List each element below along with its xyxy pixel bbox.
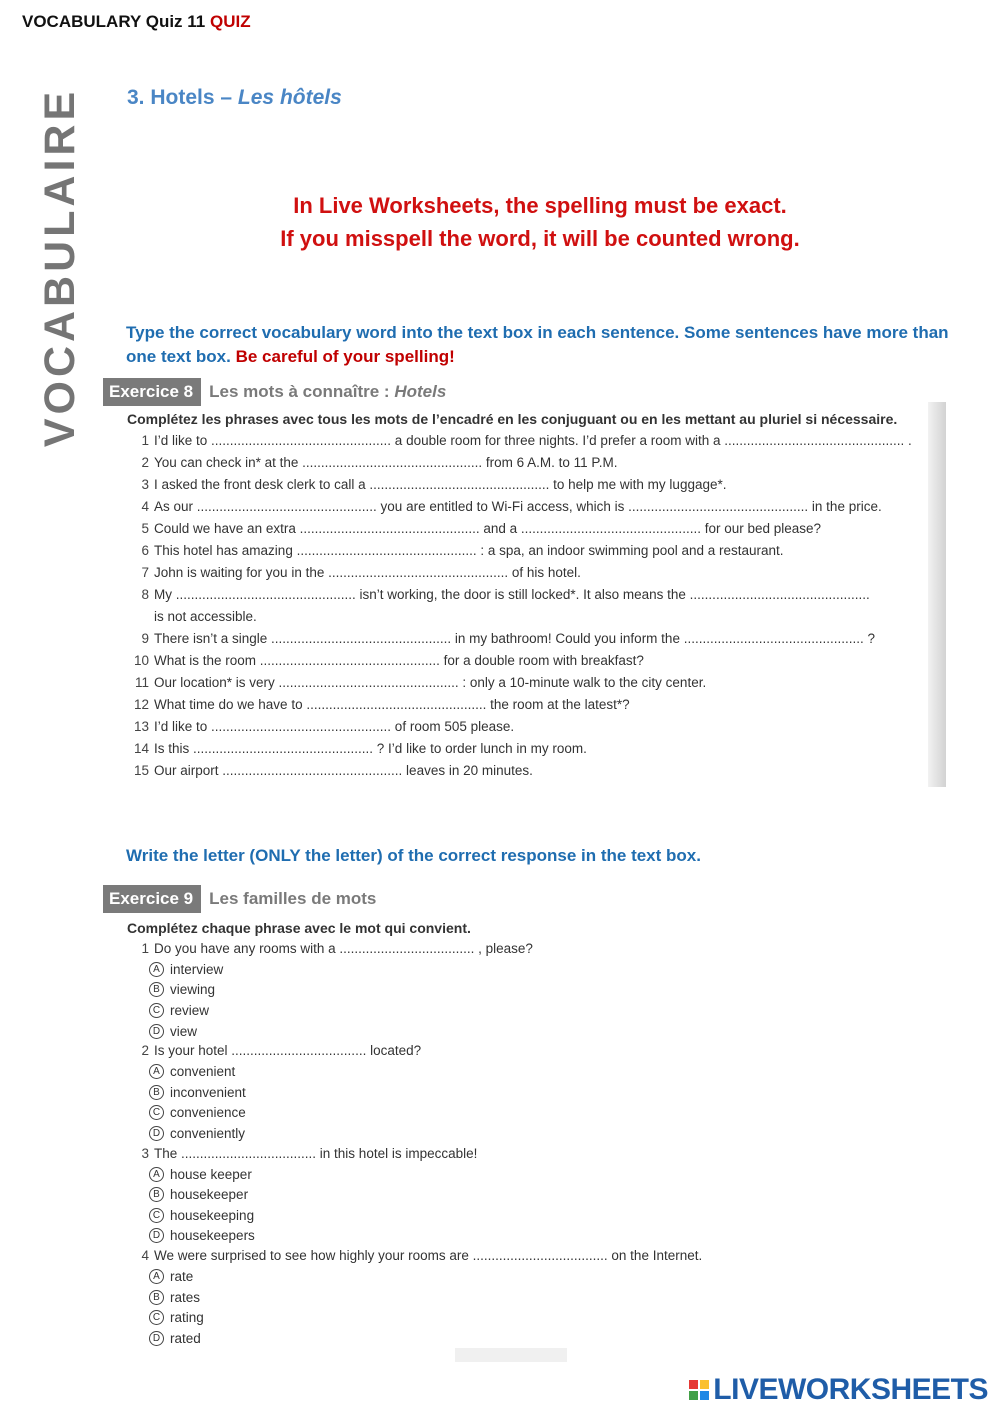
logo-text: LIVEWORKSHEETS (713, 1373, 988, 1406)
answer-option (127, 980, 777, 1001)
option-text: convenience (170, 1105, 246, 1121)
option-letter-circle-icon: D (149, 1331, 164, 1346)
question-text: You can check in* at the ................................................ from 6 A.M. to 11 P.M. (154, 455, 618, 470)
question-text: John is waiting for you in the ................................................ of his hotel. (154, 565, 581, 580)
answer-option (127, 1021, 777, 1042)
option-text: inconvenient (170, 1084, 246, 1100)
exercise-8-banner (103, 378, 446, 406)
worksheet-header (22, 12, 251, 32)
page-edge-shadow (928, 402, 946, 787)
exercise-8-subtitle: Les mots à connaître : Hotels (209, 382, 447, 401)
liveworksheets-logo (689, 1373, 988, 1407)
question-text: Do you have any rooms with a .................................... , please? (154, 941, 533, 956)
ex9-question (127, 1144, 777, 1246)
option-text: rates (170, 1289, 201, 1305)
question-number: 4 (141, 1248, 149, 1264)
section-title: 3. Hotels – Les hôtels (127, 86, 342, 109)
option-text: convenient (170, 1064, 236, 1080)
answer-option (127, 1328, 777, 1349)
ex8-question (127, 540, 927, 562)
question-stem (127, 1041, 777, 1061)
option-letter-circle-icon: D (149, 1126, 164, 1141)
answer-option (127, 1205, 777, 1226)
question-text: We were surprised to see how highly your rooms are .................................... on the Internet. (154, 1248, 703, 1264)
option-letter-circle-icon: B (149, 1290, 164, 1305)
question-text: I asked the front desk clerk to call a ................................................ to help me with my luggage*. (154, 477, 727, 492)
option-letter-circle-icon: D (149, 1228, 164, 1243)
question-text: Could we have an extra ................................................ and a ................................................ for our bed please? (154, 521, 822, 536)
ex9-question (127, 1246, 777, 1348)
question-text: There isn’t a single ................................................ in my bathroom! Could you inform the ................................................ ? (154, 631, 875, 646)
option-letter-circle-icon: C (149, 1003, 164, 1018)
exercise-9-banner (103, 885, 376, 913)
answer-option (127, 1307, 777, 1328)
question-text: This hotel has amazing ................................................ : a spa, an indoor swimming pool and a restaurant. (154, 543, 784, 558)
ex8-question (127, 760, 927, 782)
answer-option (127, 1226, 777, 1247)
section-title-french: Les hôtels (237, 86, 342, 109)
option-text: conveniently (170, 1125, 246, 1141)
answer-option (127, 1082, 777, 1103)
ex8-question (127, 452, 927, 474)
exercise-9-subtitle: Les familles de mots (209, 889, 377, 908)
ex8-question (127, 518, 927, 540)
exercise-8-questions (127, 430, 927, 782)
ex8-question (127, 496, 927, 518)
exercise-8-directive: Complétez les phrases avec tous les mots de l’encadré en les conjuguant ou en les mettant au pluriel si nécessaire. (127, 411, 898, 427)
ex8-question (127, 650, 927, 672)
answer-option (127, 1287, 777, 1308)
question-number: 3 (141, 1145, 149, 1161)
option-letter-circle-icon: B (149, 982, 164, 997)
question-text: Our airport ................................................ leaves in 20 minutes. (154, 763, 533, 778)
question-stem (127, 1144, 777, 1164)
option-letter-circle-icon: A (149, 1167, 164, 1182)
ex8-question (127, 672, 927, 694)
option-letter-circle-icon: B (149, 1187, 164, 1202)
option-text: rate (170, 1268, 194, 1284)
question-number: 11 (134, 675, 149, 690)
spelling-warning-line-1: In Live Worksheets, the spelling must be exact. (293, 193, 787, 218)
option-letter-circle-icon: C (149, 1105, 164, 1120)
question-number: 8 (141, 587, 149, 602)
question-text: I’d like to ................................................ a double room for three nights. I’d prefer a room with a ................................................ . (154, 433, 912, 448)
question-number: 1 (141, 433, 149, 448)
question-text: Is your hotel .................................... located? (154, 1043, 422, 1059)
question-number: 5 (141, 521, 149, 536)
question-number: 2 (141, 1043, 149, 1059)
option-text: view (170, 1023, 198, 1039)
ex9-question (127, 939, 777, 1041)
ex8-question (127, 628, 927, 650)
question-number: 7 (141, 565, 149, 580)
question-number: 3 (141, 477, 149, 492)
question-text: Our location* is very ................................................ : only a 10-minute walk to the city center. (154, 675, 707, 690)
question-number: 9 (141, 631, 149, 646)
header-title: VOCABULARY Quiz 11 (22, 12, 206, 31)
option-text: rated (170, 1330, 201, 1346)
option-text: house keeper (170, 1166, 252, 1182)
question-number: 10 (133, 653, 149, 668)
question-stem (127, 1246, 777, 1266)
exercise-9-label: Exercice 9 (103, 885, 201, 913)
question-continuation: is not accessible. (154, 609, 257, 624)
option-text: rating (170, 1310, 204, 1326)
question-number: 1 (141, 941, 149, 956)
option-letter-circle-icon: C (149, 1310, 164, 1325)
answer-option (127, 1266, 777, 1287)
answer-option (127, 1184, 777, 1205)
spelling-caution: Be careful of your spelling! (235, 347, 455, 366)
logo-squares-icon (689, 1380, 709, 1400)
question-number: 14 (133, 741, 149, 756)
question-text: I’d like to ................................................ of room 505 please. (154, 719, 515, 734)
question-stem (127, 939, 777, 959)
exercise-9-questions (127, 939, 777, 1349)
ex9-question (127, 1041, 777, 1143)
question-text: Is this ................................................ ? I’d like to order lunch in my room. (154, 741, 587, 756)
option-text: viewing (170, 982, 216, 998)
option-letter-circle-icon: A (149, 1269, 164, 1284)
question-number: 6 (141, 543, 149, 558)
answer-option (127, 1000, 777, 1021)
option-letter-circle-icon: A (149, 1064, 164, 1079)
option-letter-circle-icon: D (149, 1024, 164, 1039)
option-text: review (170, 1002, 210, 1018)
question-number: 4 (141, 499, 149, 514)
question-number: 15 (133, 763, 149, 778)
option-letter-circle-icon: B (149, 1085, 164, 1100)
ex8-question (127, 716, 927, 738)
question-text: What is the room ................................................ for a double room with breakfast? (154, 653, 644, 668)
question-number: 12 (133, 697, 149, 712)
answer-option (127, 1103, 777, 1124)
answer-option (127, 1123, 777, 1144)
question-number: 2 (141, 455, 149, 470)
spelling-warning-line-2: If you misspell the word, it will be counted wrong. (280, 226, 800, 251)
quiz-badge: QUIZ (210, 12, 251, 31)
option-letter-circle-icon: C (149, 1208, 164, 1223)
ex8-question (127, 562, 927, 584)
question-text: As our ................................................ you are entitled to Wi-Fi access, which is ................................................ in the price. (154, 499, 882, 514)
option-text: housekeepers (170, 1228, 255, 1244)
blank-answer-strip (455, 1348, 567, 1362)
answer-option (127, 1164, 777, 1185)
instruction-exercise-8: Type the correct vocabulary word into the text box in each sentence. Some sentences have more than one text box. Be careful of your spelling! (126, 323, 949, 366)
exercise-9-directive: Complétez chaque phrase avec le mot qui convient. (127, 920, 471, 936)
vertical-sidebar-label: VOCABULAIRE (36, 87, 85, 447)
ex8-question (127, 738, 927, 760)
answer-option (127, 959, 777, 980)
ex8-question (127, 430, 927, 452)
answer-option (127, 1061, 777, 1082)
question-text: The .................................... in this hotel is impeccable! (154, 1145, 478, 1161)
question-text: My ................................................ isn’t working, the door is still locked*. It also means the ................................................ (154, 587, 870, 602)
option-text: housekeeper (170, 1187, 249, 1203)
question-number: 13 (133, 719, 149, 734)
option-letter-circle-icon: A (149, 962, 164, 977)
exercise-8-label: Exercice 8 (103, 378, 201, 406)
option-text: interview (170, 961, 224, 977)
instruction-exercise-9: Write the letter (ONLY the letter) of the correct response in the text box. (126, 846, 701, 865)
ex8-question (127, 474, 927, 496)
ex8-question (127, 694, 927, 716)
option-text: housekeeping (170, 1207, 255, 1223)
ex8-question (127, 584, 927, 606)
question-text: What time do we have to ................................................ the room at the latest*? (154, 697, 630, 712)
